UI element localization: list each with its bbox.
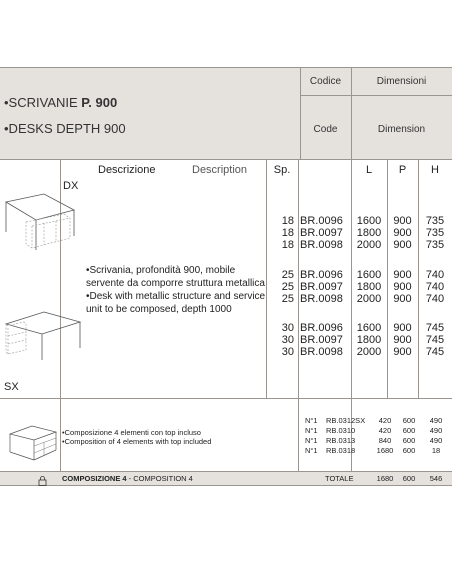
desc-en-line1: •Desk with metallic structure and service [86, 291, 266, 302]
cell-sp: 30 [281, 346, 294, 358]
desk-dx-drawing [4, 192, 76, 264]
cell-h: 490 [429, 426, 443, 435]
cell-p: 900 [393, 346, 412, 358]
lock-icon [38, 473, 47, 491]
cell-code: BR.0098 [300, 346, 343, 358]
title-it-bold: P. 900 [81, 95, 118, 110]
cell-p: 900 [393, 269, 412, 281]
label-sx: SX [4, 381, 19, 393]
cell-h: 735 [425, 215, 445, 227]
cell-p: 900 [393, 322, 412, 334]
cell-p: 900 [393, 334, 412, 346]
total-h: 546 [429, 474, 443, 483]
composition-desc-it: •Composizione 4 elementi con top incluso [62, 428, 201, 437]
cell-l: 2000 [356, 239, 382, 251]
col-sp: Sp. [273, 164, 291, 176]
footer-bottom-rule [0, 485, 452, 486]
cell-h: 740 [425, 269, 445, 281]
cell-p: 900 [393, 227, 412, 239]
cell-l: 1600 [356, 215, 382, 227]
col-description: Description [192, 164, 248, 176]
cell-code: BR.0097 [300, 334, 343, 346]
cell-l: 2000 [356, 293, 382, 305]
cell-l: 1800 [356, 227, 382, 239]
col-p: P [398, 164, 407, 176]
cell-n: N°1 [305, 436, 318, 445]
cell-l: 420 [378, 416, 392, 425]
cell-p: 600 [402, 436, 416, 445]
cell-l: 1600 [356, 322, 382, 334]
cell-h: 18 [431, 446, 441, 455]
page-title-en: •DESKS DEPTH 900 [4, 121, 126, 136]
cell-code: RB.0313 [326, 436, 356, 445]
col-l: L [365, 164, 373, 176]
cell-p: 900 [393, 239, 412, 251]
cell-code: BR.0097 [300, 227, 343, 239]
desk-sx-drawing [4, 308, 84, 366]
total-p: 600 [402, 474, 416, 483]
header-dimensioni: Dimensioni [376, 76, 427, 87]
cell-sp: 18 [281, 239, 294, 251]
cell-h: 745 [425, 334, 445, 346]
header-top-rule [0, 67, 452, 68]
composition-desc-en: •Composition of 4 elements with top included [62, 437, 212, 446]
desc-it-line2: servente da comporre struttura metallica [86, 278, 265, 289]
cell-h: 490 [429, 436, 443, 445]
cell-code: BR.0096 [300, 215, 343, 227]
cell-code: RB.0318 [326, 446, 356, 455]
footer-bold: COMPOSIZIONE 4 [62, 474, 127, 483]
cell-sp: 25 [281, 281, 294, 293]
cell-l: 840 [378, 436, 392, 445]
cell-code: BR.0098 [300, 293, 343, 305]
total-l: 1680 [376, 474, 394, 483]
cell-sp: 25 [281, 293, 294, 305]
cell-h: 745 [425, 346, 445, 358]
cell-p: 900 [393, 293, 412, 305]
desc-it-line1: •Scrivania, profondità 900, mobile [86, 265, 236, 276]
header-dimension: Dimension [377, 124, 426, 135]
cell-l: 2000 [356, 346, 382, 358]
composition-drawing [8, 424, 58, 464]
cell-sp: 30 [281, 334, 294, 346]
header-codice: Codice [309, 76, 342, 87]
cell-h: 490 [429, 416, 443, 425]
cell-sp: 30 [281, 322, 294, 334]
footer-rest: - COMPOSITION 4 [126, 474, 193, 483]
cell-p: 900 [393, 215, 412, 227]
cell-sp: 25 [281, 269, 294, 281]
column-divider [298, 159, 299, 398]
cell-l: 420 [378, 426, 392, 435]
cell-l: 1600 [356, 269, 382, 281]
col-h: H [431, 164, 439, 176]
cell-code: BR.0096 [300, 269, 343, 281]
footer-top-rule [0, 471, 452, 472]
cell-code: BR.0097 [300, 281, 343, 293]
col-descrizione: Descrizione [98, 164, 156, 176]
cell-p: 600 [402, 416, 416, 425]
cell-code: RB.0312SX [326, 416, 366, 425]
title-it-text: •SCRIVANIE [4, 95, 78, 110]
cell-p: 600 [402, 446, 416, 455]
cell-h: 745 [425, 322, 445, 334]
cell-h: 735 [425, 227, 445, 239]
cell-h: 740 [425, 281, 445, 293]
cell-n: N°1 [305, 446, 318, 455]
cell-code: RB.0310 [326, 426, 356, 435]
cell-h: 740 [425, 293, 445, 305]
cell-l: 1800 [356, 281, 382, 293]
cell-p: 600 [402, 426, 416, 435]
page-title-it [4, 95, 117, 110]
cell-n: N°1 [305, 426, 318, 435]
cell-code: BR.0096 [300, 322, 343, 334]
header-mid-rule [300, 95, 452, 96]
cell-sp: 18 [281, 227, 294, 239]
header-code: Code [313, 124, 338, 135]
totale-label: TOTALE [325, 474, 354, 483]
cell-l: 1680 [376, 446, 394, 455]
cell-code: BR.0098 [300, 239, 343, 251]
cell-n: N°1 [305, 416, 318, 425]
cell-sp: 18 [281, 215, 294, 227]
label-dx: DX [63, 180, 79, 192]
cell-l: 1800 [356, 334, 382, 346]
table-top-rule [0, 159, 452, 160]
desc-en-line2: unit to be composed, depth 1000 [86, 304, 232, 315]
cell-h: 735 [425, 239, 445, 251]
table-bottom-rule [0, 398, 452, 399]
cell-p: 900 [393, 281, 412, 293]
composition-footer-label [62, 474, 193, 483]
